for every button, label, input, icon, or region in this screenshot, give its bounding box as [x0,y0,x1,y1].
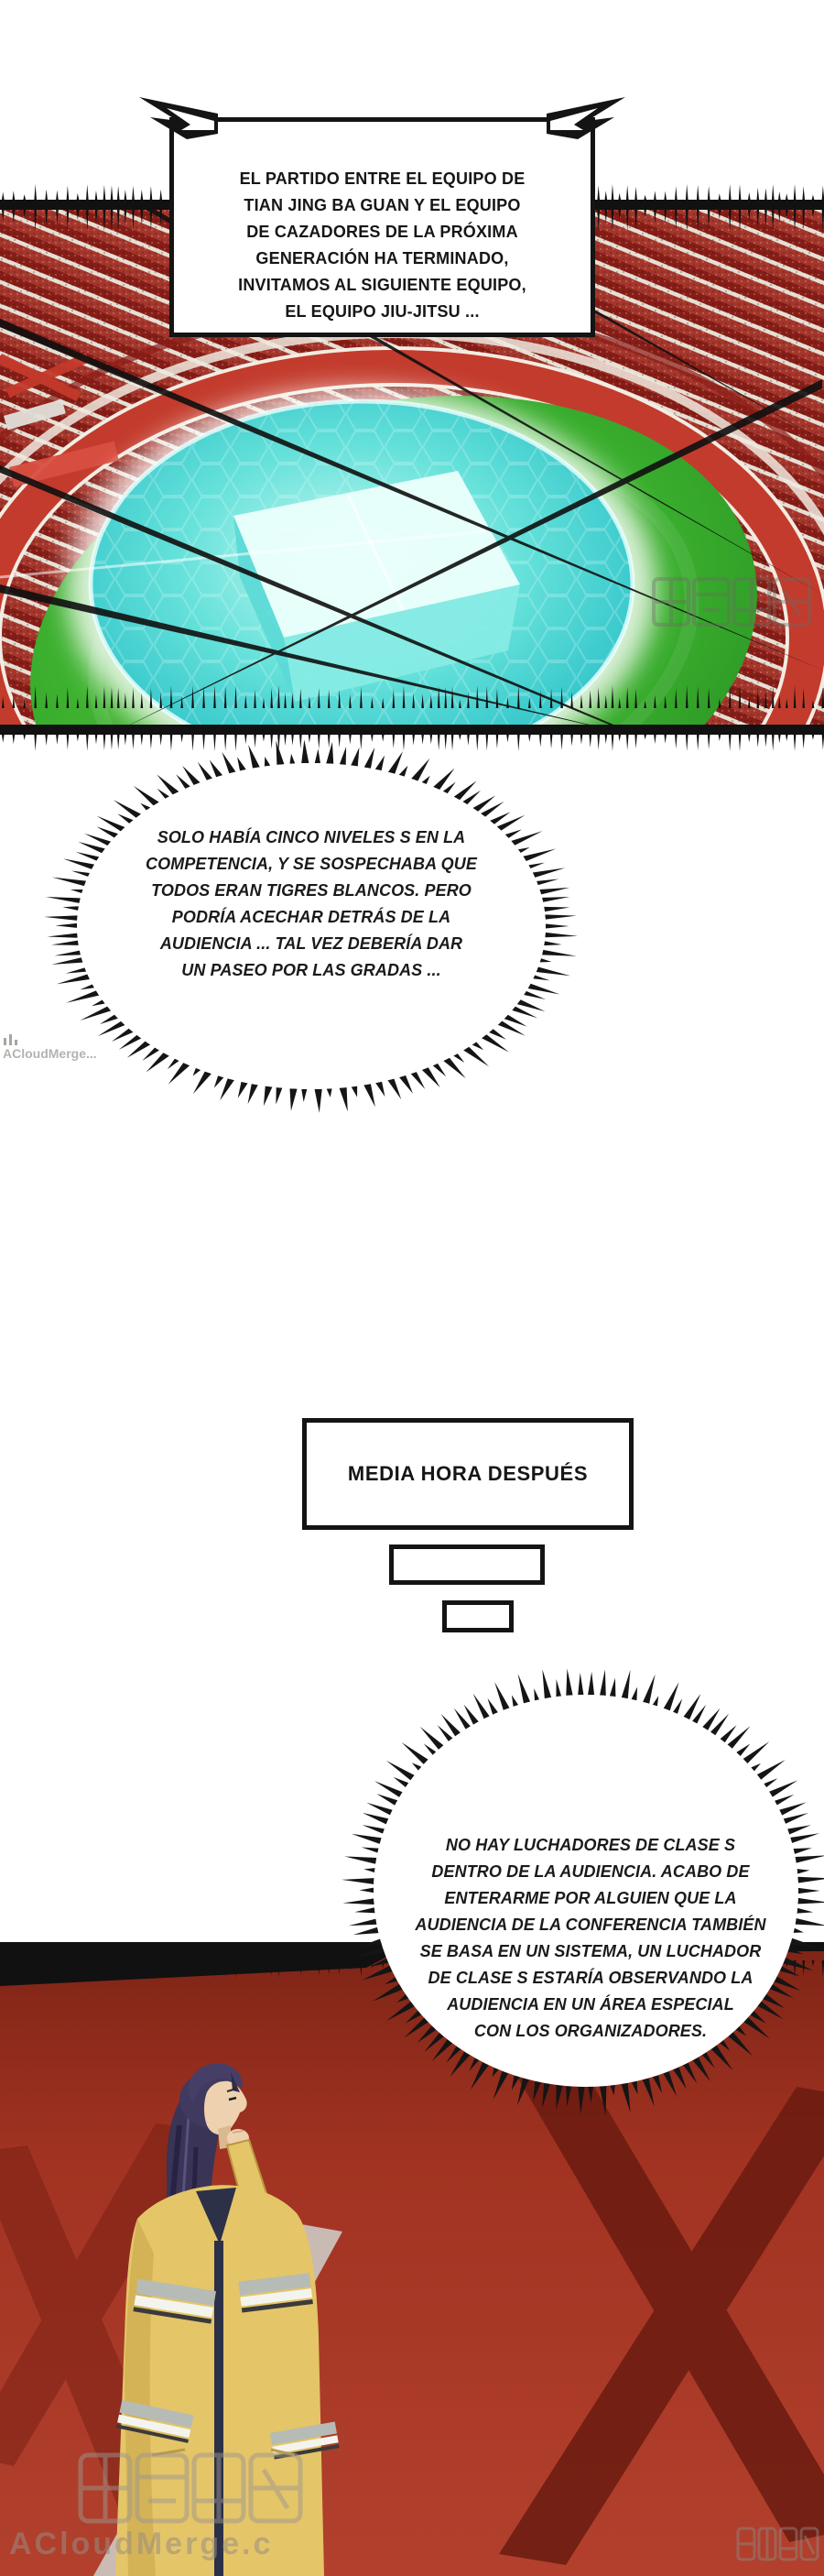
stadium-fringe-bottom-inner [0,675,824,708]
thought2-line: DENTRO DE LA AUDIENCIA. ACABO DE [431,1862,750,1881]
acloudmerge-icon [3,1033,19,1045]
thought1-line: COMPETENCIA, Y SE SOSPECHABA QUE [146,855,477,873]
acloudmerge-watermark-bottom: ACloudMerge.c [9,2527,274,2561]
thought1-line: AUDIENCIA ... TAL VEZ DEBERÍA DAR [159,934,463,953]
thought-bubble-2-text [394,1832,787,2045]
caption-echo-box-1 [389,1545,545,1585]
caption-echo-box-2 [442,1600,514,1632]
announcement-speech-box [169,117,595,337]
caption-box [302,1418,634,1530]
thought1-line: TODOS ERAN TIGRES BLANCOS. PERO [151,881,472,900]
thought2-line: AUDIENCIA EN UN ÁREA ESPECIAL [447,1995,734,2014]
thought1-line: PODRÍA ACECHAR DETRÁS DE LA [171,908,451,926]
caption-text: MEDIA HORA DESPUÉS [347,1462,589,1485]
announcement-line: GENERACIÓN HA TERMINADO, [255,249,509,267]
announcement-line: EL PARTIDO ENTRE EL EQUIPO DE [239,169,526,188]
thought2-line: NO HAY LUCHADORES DE CLASE S [445,1836,736,1854]
thought2-line: CON LOS ORGANIZADORES. [473,2022,708,2040]
announcement-line: TIAN JING BA GUAN Y EL EQUIPO [244,196,521,214]
announcement-text [174,166,591,325]
acloudmerge-watermark-mid [3,1033,97,1061]
thought1-line: UN PASEO POR LAS GRADAS ... [181,961,441,979]
acloudmerge-watermark-text: ACloudMerge... [3,1046,97,1061]
announcement-line: EL EQUIPO JIU-JITSU ... [285,302,480,321]
thought-bubble-1-text [82,824,540,984]
thought1-line: SOLO HABÍA CINCO NIVELES S EN LA [157,828,466,846]
announcement-line: INVITAMOS AL SIGUIENTE EQUIPO, [238,276,526,294]
thought2-line: ENTERARME POR ALGUIEN QUE LA [444,1889,737,1907]
speech-box-notch-right [545,88,629,145]
thought2-line: AUDIENCIA DE LA CONFERENCIA TAMBIÉN [415,1916,766,1934]
thought2-line: SE BASA EN UN SISTEMA, UN LUCHADOR [419,1942,762,1960]
thought2-line: DE CLASE S ESTARÍA OBSERVANDO LA [428,1969,754,1987]
speech-box-notch-left [136,88,220,145]
announcement-line: DE CAZADORES DE LA PRÓXIMA [246,223,518,241]
